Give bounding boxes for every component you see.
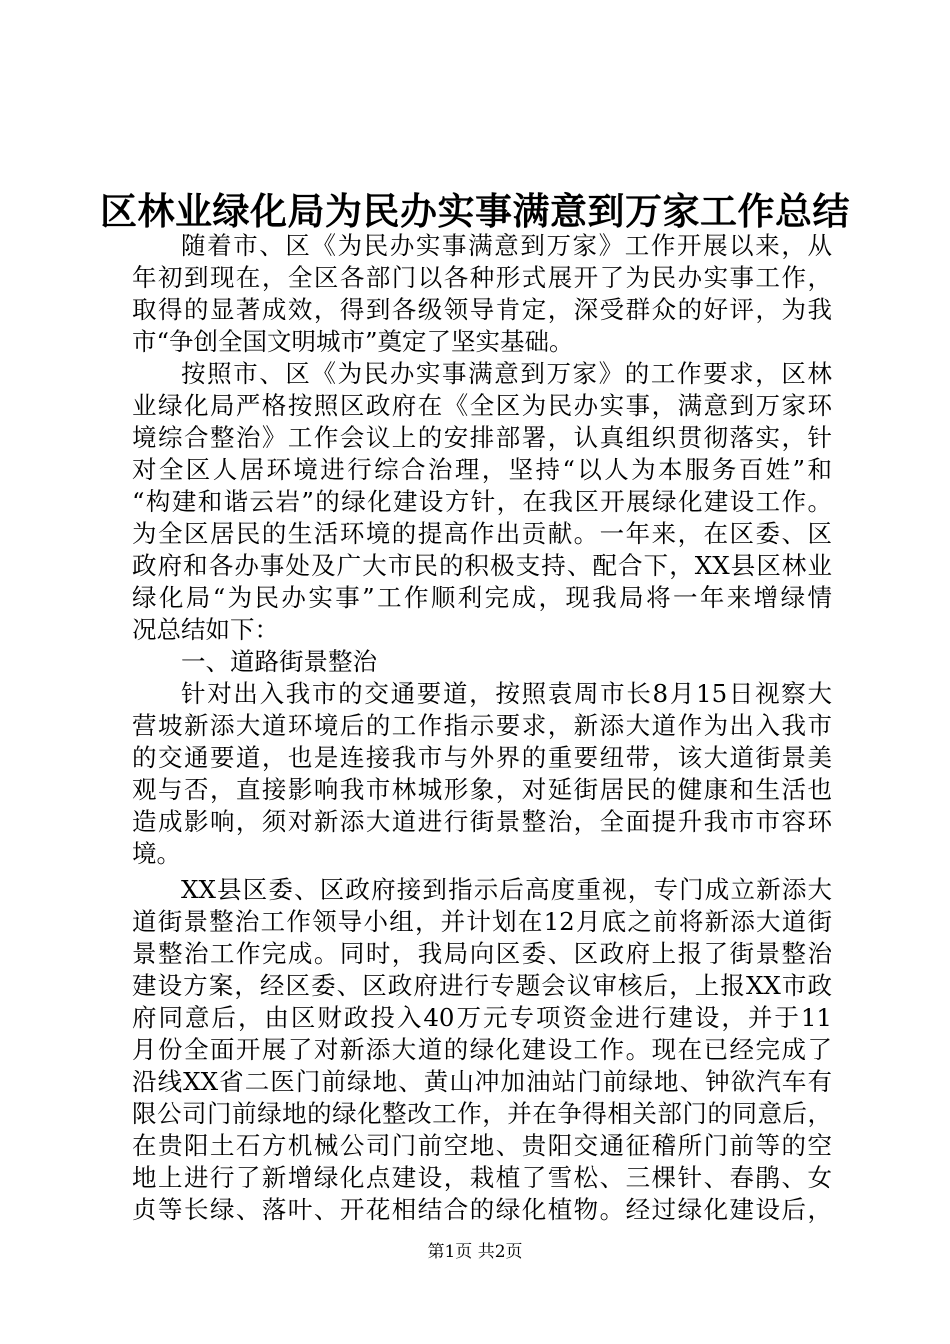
page-number-footer: 第1页 共2页 <box>427 1242 523 1262</box>
text-line: 月份全面开展了对新添大道的绿化建设工作。现在已经完成了 <box>132 1035 832 1064</box>
text-line: 景整治工作完成。同时，我局向区委、区政府上报了街景整治 <box>132 939 832 968</box>
text-line: 一、道路街景整治 <box>181 647 377 676</box>
text-line: 按照市、区《为民办实事满意到万家》的工作要求，区林 <box>181 359 832 388</box>
paragraph <box>132 230 832 358</box>
text-line: 的交通要道，也是连接我市与外界的重要纽带，该大道街景美 <box>132 743 832 772</box>
text-line: 观与否，直接影响我市林城形象，对延街居民的健康和生活也 <box>132 775 832 804</box>
section-heading <box>132 646 832 678</box>
text-line: 造成影响，须对新添大道进行街景整治，全面提升我市市容环 <box>132 807 832 836</box>
text-line: 境综合整治》工作会议上的安排部署，认真组织贯彻落实，针 <box>132 423 832 452</box>
paragraph <box>132 874 832 1226</box>
text-line: 营坡新添大道环境后的工作指示要求，新添大道作为出入我市 <box>132 711 832 740</box>
document-body <box>132 230 832 1226</box>
text-line: 贞等长绿、落叶、开花相结合的绿化植物。经过绿化建设后， <box>132 1195 832 1224</box>
text-line: 业绿化局严格按照区政府在《全区为民办实事，满意到万家环 <box>132 391 832 420</box>
paragraph <box>132 678 832 870</box>
text-line: 为全区居民的生活环境的提高作出贡献。一年来，在区委、区 <box>132 519 832 548</box>
text-line: 针对出入我市的交通要道，按照袁周市长8月15日视察大 <box>181 679 832 708</box>
paragraph <box>132 358 832 646</box>
text-line: 在贵阳土石方机械公司门前空地、贵阳交通征稽所门前等的空 <box>132 1131 832 1160</box>
text-line: 地上进行了新增绿化点建设，栽植了雪松、三棵针、春鹃、女 <box>132 1163 832 1192</box>
document-title: 区林业绿化局为民办实事满意到万家工作总结 <box>100 189 850 233</box>
text-line: 限公司门前绿地的绿化整改工作，并在争得相关部门的同意后， <box>132 1099 832 1128</box>
text-line: 建设方案，经区委、区政府进行专题会议审核后，上报XX市政 <box>132 971 832 1000</box>
text-line: 境。 <box>132 839 181 868</box>
text-line: 随着市、区《为民办实事满意到万家》工作开展以来，从 <box>181 231 832 260</box>
text-line: 政府和各办事处及广大市民的积极支持、配合下，XX县区林业 <box>132 551 832 580</box>
text-line: 沿线XX省二医门前绿地、黄山冲加油站门前绿地、钟欲汽车有 <box>132 1067 832 1096</box>
text-line: 绿化局“为民办实事”工作顺利完成，现我局将一年来增绿情 <box>132 583 832 612</box>
text-line: 年初到现在，全区各部门以各种形式展开了为民办实事工作， <box>132 263 832 292</box>
text-line: 对全区人居环境进行综合治理，坚持“以人为本服务百姓”和 <box>132 455 832 484</box>
text-line: 道街景整治工作领导小组，并计划在12月底之前将新添大道街 <box>132 907 832 936</box>
text-line: 市“争创全国文明城市”奠定了坚实基础。 <box>132 327 574 356</box>
text-line: XX县区委、区政府接到指示后高度重视，专门成立新添大 <box>181 875 832 904</box>
text-line: 取得的显著成效，得到各级领导肯定，深受群众的好评，为我 <box>132 295 832 324</box>
text-line: 况总结如下： <box>132 615 279 644</box>
text-line: 府同意后，由区财政投入40万元专项资金进行建设，并于11 <box>132 1003 832 1032</box>
text-line: “构建和谐云岩”的绿化建设方针，在我区开展绿化建设工作。 <box>132 487 832 516</box>
